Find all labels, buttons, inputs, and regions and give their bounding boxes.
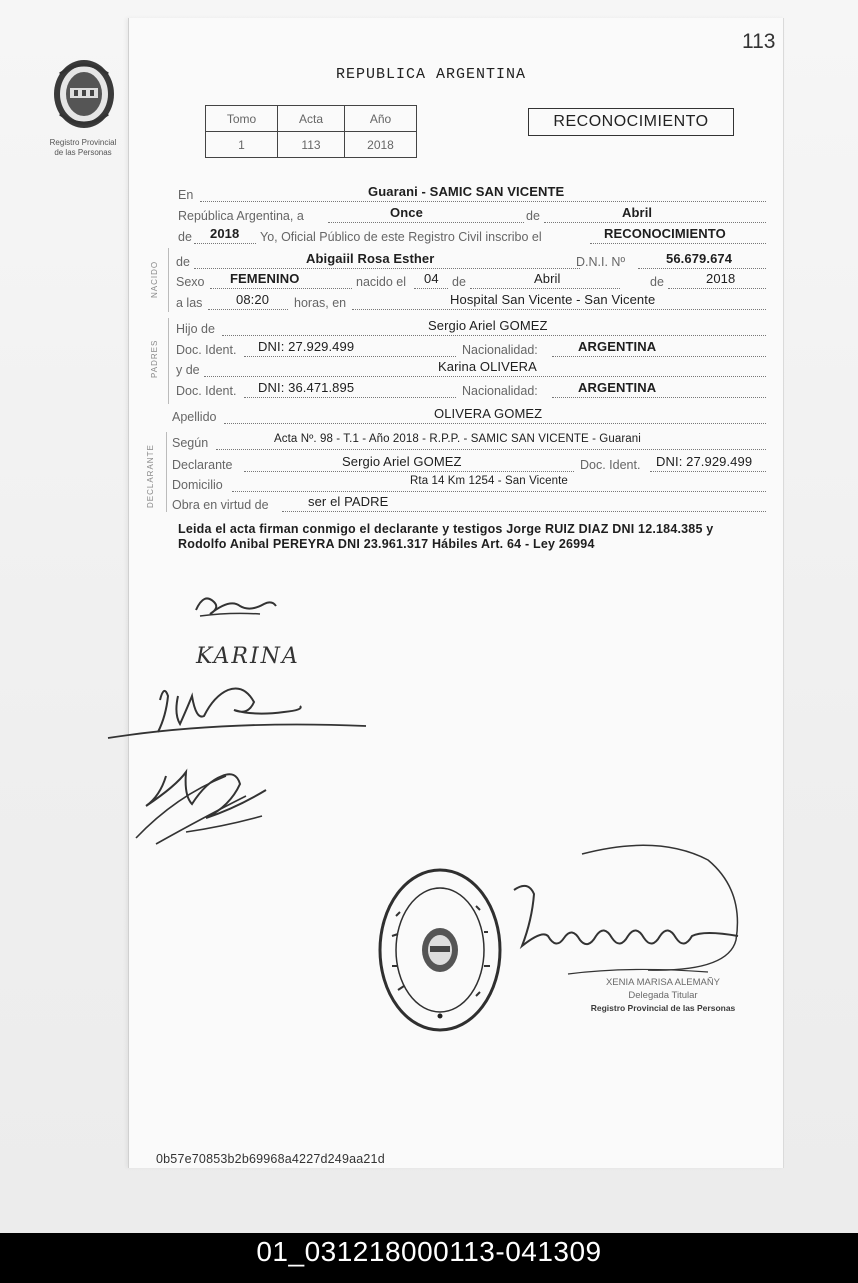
official-stamp bbox=[376, 866, 504, 1034]
acta-header: Acta bbox=[278, 106, 345, 132]
place-value: Guarani - SAMIC SAN VICENTE bbox=[368, 184, 565, 199]
official-signature bbox=[508, 840, 748, 990]
child-name-value: Abigaiil Rosa Esther bbox=[306, 251, 435, 266]
declarant-value: Sergio Ariel GOMEZ bbox=[342, 454, 462, 469]
birth-month-value: Abril bbox=[534, 271, 561, 286]
father-nationality-value: ARGENTINA bbox=[578, 339, 657, 354]
anio-header: Año bbox=[345, 106, 417, 132]
footer-id: 01_031218000113-041309 bbox=[256, 1236, 602, 1267]
mother-nationality-value: ARGENTINA bbox=[578, 380, 657, 395]
provincial-seal-logo bbox=[48, 54, 120, 134]
row-address: Domicilio Rta 14 Km 1254 - San Vicente bbox=[172, 476, 768, 494]
year-value: 2018 bbox=[210, 226, 240, 241]
birth-year-value: 2018 bbox=[706, 271, 736, 286]
row-inscription: de 2018 Yo, Oficial Público de este Registro Civil inscribo el RECONOCIMIENTO bbox=[178, 228, 768, 246]
closing-statement: Leida el acta firman conmigo el declarante y testigos Jorge RUIZ DIAZ DNI 12.184.385 y Rodolfo Anibal PEREYRA DNI 23.961.317 Hábiles Art. 64 - Ley 26994 bbox=[178, 522, 714, 551]
surname-value: OLIVERA GOMEZ bbox=[434, 406, 543, 421]
birth-place-value: Hospital San Vicente - San Vicente bbox=[450, 292, 656, 307]
child-dni-value: 56.679.674 bbox=[666, 251, 733, 266]
document-hash: 0b57e70853b2b69968a4227d249aa21d bbox=[156, 1152, 385, 1166]
tomo-header: Tomo bbox=[206, 106, 278, 132]
page-number: 113 bbox=[742, 30, 776, 53]
signature-3 bbox=[104, 676, 368, 748]
row-according-to: Según Acta Nº. 98 - T.1 - Año 2018 - R.P.P. - SAMIC SAN VICENTE - Guarani bbox=[172, 434, 768, 452]
row-father: Hijo de Sergio Ariel GOMEZ bbox=[176, 320, 768, 338]
signature-karina: KARINA bbox=[196, 644, 300, 669]
official-office: Registro Provincial de las Personas bbox=[590, 1003, 736, 1013]
signature-1 bbox=[190, 588, 280, 628]
signature-4 bbox=[126, 756, 276, 848]
row-child: de Abigaiil Rosa Esther D.N.I. Nº 56.679.674 bbox=[176, 253, 768, 271]
official-credentials bbox=[578, 976, 748, 1015]
side-label-nacido: NACIDO bbox=[150, 260, 159, 298]
father-doc-value: DNI: 27.929.499 bbox=[258, 339, 355, 354]
logo-caption: Registro Provincial de las Personas bbox=[49, 138, 117, 157]
row-mother-doc: Doc. Ident. DNI: 36.471.895 Nacionalidad: ARGENTINA bbox=[176, 382, 768, 400]
acta-value: 113 bbox=[278, 132, 345, 158]
sex-value: FEMENINO bbox=[230, 271, 300, 286]
mother-name-value: Karina OLIVERA bbox=[438, 359, 537, 374]
day-value: Once bbox=[390, 205, 423, 220]
official-name: XENIA MARISA ALEMAÑY bbox=[605, 977, 721, 988]
declarant-doc-value: DNI: 27.929.499 bbox=[656, 454, 753, 469]
anio-value: 2018 bbox=[345, 132, 417, 158]
official-title: Delegada Titular bbox=[628, 990, 698, 1001]
tomo-value: 1 bbox=[206, 132, 278, 158]
row-place: En Guarani - SAMIC SAN VICENTE bbox=[178, 186, 768, 204]
row-by-virtue: Obra en virtud de ser el PADRE bbox=[172, 496, 768, 514]
row-father-doc: Doc. Ident. DNI: 27.929.499 Nacionalidad: ARGENTINA bbox=[176, 341, 768, 359]
record-type-box: RECONOCIMIENTO bbox=[528, 108, 734, 136]
by-virtue-value: ser el PADRE bbox=[308, 494, 389, 509]
document-heading: REPUBLICA ARGENTINA bbox=[336, 66, 527, 83]
row-surname: Apellido OLIVERA GOMEZ bbox=[172, 408, 768, 426]
row-mother: y de Karina OLIVERA bbox=[176, 361, 768, 379]
side-label-declarante: DECLARANTE bbox=[146, 444, 155, 508]
address-value: Rta 14 Km 1254 - San Vicente bbox=[410, 475, 568, 487]
month-value: Abril bbox=[622, 205, 653, 220]
according-to-value: Acta Nº. 98 - T.1 - Año 2018 - R.P.P. - SAMIC SAN VICENTE - Guarani bbox=[274, 433, 641, 445]
row-birth: Sexo FEMENINO nacido el 04 de Abril de 2018 bbox=[176, 273, 768, 291]
birth-time-value: 08:20 bbox=[236, 292, 270, 307]
row-birth-time: a las 08:20 horas, en Hospital San Vicente - San Vicente bbox=[176, 294, 768, 312]
row-date: República Argentina, a Once de Abril bbox=[178, 207, 768, 225]
birth-day-value: 04 bbox=[424, 271, 439, 286]
mother-doc-value: DNI: 36.471.895 bbox=[258, 380, 355, 395]
father-name-value: Sergio Ariel GOMEZ bbox=[428, 318, 548, 333]
inscribes-value: RECONOCIMIENTO bbox=[604, 226, 726, 241]
row-declarant: Declarante Sergio Ariel GOMEZ Doc. Ident. DNI: 27.929.499 bbox=[172, 456, 768, 474]
side-label-padres: PADRES bbox=[150, 339, 159, 378]
volume-table bbox=[205, 105, 417, 158]
